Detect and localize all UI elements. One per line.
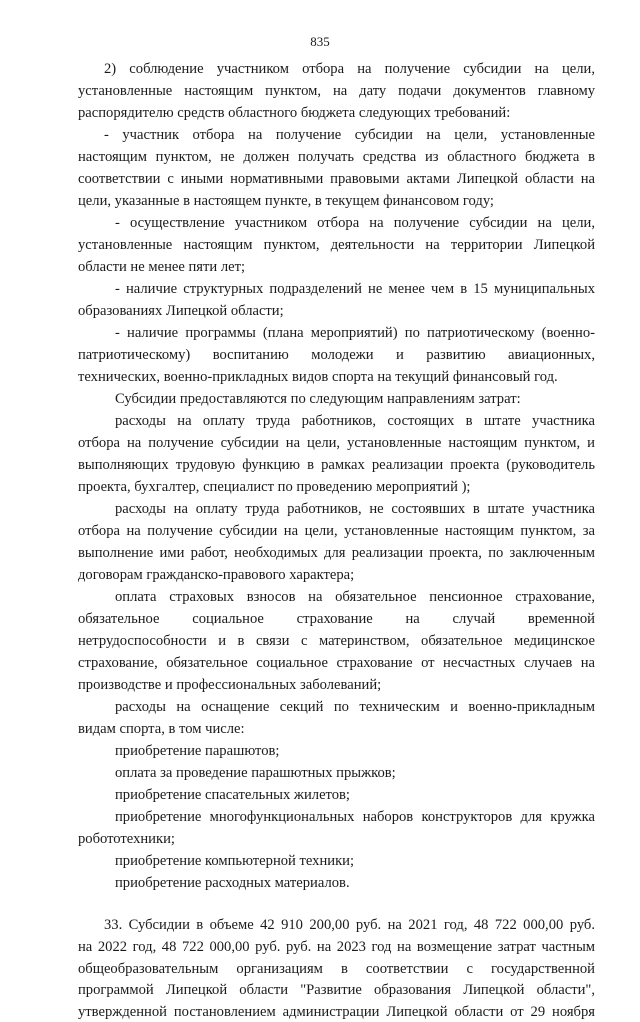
text-line: установленные настоящим пунктом, на дату подачи документов главному (78, 83, 595, 99)
text-line: настоящим пунктом, не должен получать средства из областного бюджета в (78, 149, 595, 165)
text-line: установленные настоящим пунктом, деятельности на территории Липецкой (78, 237, 595, 253)
text-line: образованиях Липецкой области; (78, 303, 284, 319)
text-line: Субсидии предоставляются по следующим направлениям затрат: (115, 391, 521, 407)
text-line: распорядителю средств областного бюджета следующих требований: (78, 105, 511, 121)
text-line: отбора на получение субсидии на цели, установленные настоящим пунктом, за (78, 523, 595, 539)
text-line: приобретение спасательных жилетов; (115, 787, 350, 803)
text-line: приобретение многофункциональных наборов конструкторов для кружка (115, 809, 595, 825)
text-line: расходы на оплату труда работников, состоящих в штате участника (115, 413, 595, 429)
text-line: утвержденной постановлением администрации Липецкой области от 29 ноября (78, 1004, 595, 1021)
text-line: соответствии с иными нормативными правовыми актами Липецкой области на (78, 171, 595, 187)
text-line: цели, указанные в настоящем пункте, в текущем финансовом году; (78, 193, 494, 209)
text-line: производстве и профессиональных заболеваний; (78, 677, 382, 693)
text-line: приобретение расходных материалов. (115, 875, 350, 891)
text-line: приобретение парашютов; (115, 743, 280, 759)
page-number: 835 (310, 34, 330, 49)
text-line: оплата за проведение парашютных прыжков; (115, 765, 396, 781)
text-line: приобретение компьютерной техники; (115, 853, 355, 869)
text-line: на 2022 год, 48 722 000,00 руб. руб. на 2023 год на возмещение затрат частным (78, 938, 595, 955)
text-line: обязательное социальное страхование на случай временной (78, 611, 595, 627)
text-line: страхование, обязательное социальное страхование от несчастных случаев на (78, 655, 595, 671)
text-line: 2) соблюдение участником отбора на получение субсидии на цели, (104, 61, 595, 77)
text-line: - осуществление участником отбора на получение субсидии на цели, (115, 215, 595, 231)
text-line: оплата страховых взносов на обязательное пенсионное страхование, (115, 589, 595, 605)
text-line: программой Липецкой области "Развитие образования Липецкой области", (78, 982, 595, 999)
text-line: технических, военно-прикладных видов спорта на текущий финансовый год. (78, 369, 558, 385)
text-line: отбора на получение субсидии на цели, установленные настоящим пунктом, и (78, 435, 595, 451)
text-line: договорам гражданско-правового характера; (78, 567, 355, 583)
text-line: выполняющих трудовую функцию в рамках реализации проекта (руководитель (78, 457, 595, 473)
text-line: расходы на оснащение секций по техническим и военно-прикладным (115, 699, 595, 715)
text-line: расходы на оплату труда работников, не состоявших в штате участника (115, 501, 595, 517)
text-line: видам спорта, в том числе: (78, 721, 245, 737)
text-line: выполнение ими работ, необходимых для реализации проекта, по заключенным (78, 545, 595, 561)
text-line: проекта, бухгалтер, специалист по проведению мероприятий ); (78, 479, 471, 495)
text-line: общеобразовательным организациям в соответствии с государственной (78, 960, 595, 977)
text-line: 33. Субсидии в объеме 42 910 200,00 руб. на 2021 год, 48 722 000,00 руб. (104, 917, 595, 933)
text-line: - наличие структурных подразделений не менее чем в 15 муниципальных (115, 281, 595, 297)
text-line: патриотическому) воспитанию молодежи и развитию авиационных, (78, 347, 595, 363)
text-line: - участник отбора на получение субсидии на цели, установленные (104, 127, 595, 143)
text-line: области не менее пяти лет; (78, 259, 246, 275)
text-line: нетрудоспособности и в связи с материнством, обязательное медицинское (78, 633, 595, 649)
text-line: - наличие программы (плана мероприятий) по патриотическому (военно- (115, 325, 595, 341)
text-line: робототехники; (78, 831, 175, 847)
